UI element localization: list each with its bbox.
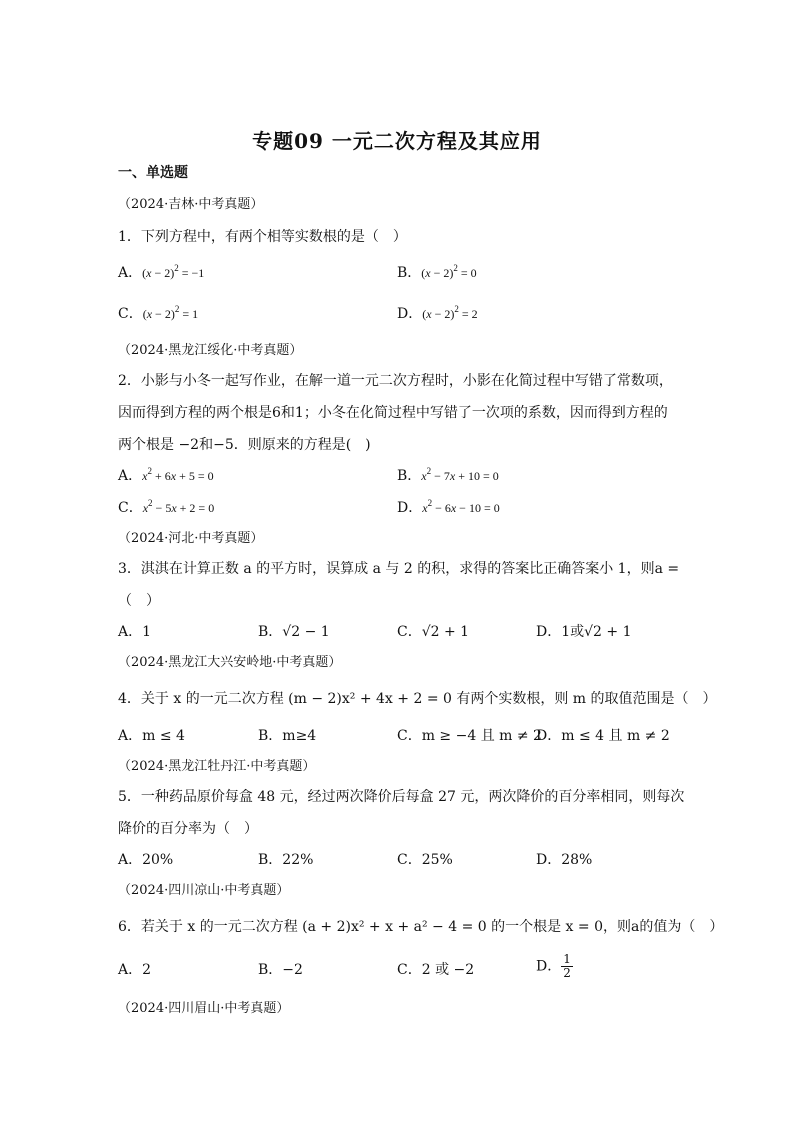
q2-option-b: B．$x^2 - 7x + 10 = 0$ [397, 466, 499, 484]
q5-line1: 5．一种药品原价每盒 48 元，经过两次降价后每盒 27 元，两次降价的百分率相同，则每次 [118, 789, 685, 805]
q2-line2: 因而得到方程的两个根是6和1；小冬在化简过程中写错了一次项的系数，因而得到方程的 [118, 405, 668, 421]
q4-stem: 4．关于 x 的一元二次方程 (m − 2)x² + 4x + 2 = 0 有两个实数根，则 m 的取值范围是（ ） [118, 691, 717, 707]
q1-option-b: B．$(x - 2)^2 = 0$ [397, 263, 477, 281]
q5-option-d: D．28% [536, 852, 593, 868]
q6-option-b: B．−2 [258, 962, 303, 978]
q2-option-a: A．$x^2 + 6x + 5 = 0$ [118, 466, 214, 484]
q4-source: （2024·黑龙江大兴安岭地·中考真题） [118, 655, 342, 670]
q1-source: （2024·吉林·中考真题） [118, 197, 264, 212]
q3-source: （2024·河北·中考真题） [118, 531, 264, 546]
q4-option-c: C．m ≥ −4 且 m ≠ 2 [397, 728, 542, 744]
q1-stem: 1．下列方程中，有两个相等实数根的是（ ） [118, 229, 407, 245]
page-title: 专题09 一元二次方程及其应用 [252, 129, 542, 153]
q5-option-b: B．22% [258, 852, 314, 868]
q6-option-d-fraction: $\frac{1}{2}$ [563, 952, 571, 980]
q5-option-c: C．25% [397, 852, 453, 868]
q2-source: （2024·黑龙江绥化·中考真题） [118, 343, 303, 358]
section-heading: 一、单选题 [118, 165, 188, 181]
q6-stem: 6．若关于 x 的一元二次方程 (a + 2)x² + x + a² − 4 = 0 的一个根是 x = 0，则a的值为（ ） [118, 919, 724, 935]
q1-option-d: D．$(x - 2)^2 = 2$ [397, 304, 478, 322]
q3-line2: （ ） [118, 593, 160, 609]
q7-source: （2024·四川眉山·中考真题） [118, 1001, 290, 1016]
q2-option-c: C．$x^2 - 5x + 2 = 0$ [118, 498, 215, 516]
q6-option-c: C．2 或 −2 [397, 962, 475, 978]
q5-line2: 降价的百分率为（ ） [118, 821, 258, 837]
q2-line1: 2．小影与小冬一起写作业，在解一道一元二次方程时，小影在化简过程中写错了常数项， [118, 373, 673, 389]
q3-option-b: B．√2 − 1 [258, 624, 330, 640]
q1-option-c: C．$(x - 2)^2 = 1$ [118, 304, 199, 322]
q1-option-a: A．$(x - 2)^2 = -1$ [118, 263, 205, 281]
q3-option-d: D．1或√2 + 1 [536, 624, 632, 640]
q2-line3: 两个根是 −2和−5．则原来的方程是( ) [118, 437, 371, 453]
q2-option-d: D．$x^2 - 6x - 10 = 0$ [397, 498, 500, 516]
q6-source: （2024·四川凉山·中考真题） [118, 883, 290, 898]
q4-option-a: A．m ≤ 4 [118, 728, 185, 744]
q3-option-a: A．1 [118, 624, 152, 640]
q3-option-c: C．√2 + 1 [397, 624, 470, 640]
q4-option-d: D．m ≤ 4 且 m ≠ 2 [536, 728, 670, 744]
q6-option-d [536, 953, 573, 980]
q6-option-a: A．2 [118, 962, 152, 978]
q5-source: （2024·黑龙江牡丹江·中考真题） [118, 759, 316, 774]
q6-option-d-label: D． [536, 958, 562, 975]
q4-option-b: B．m≥4 [258, 728, 317, 744]
q3-line1: 3．淇淇在计算正数 a 的平方时，误算成 a 与 2 的积，求得的答案比正确答案小 1，则a = [118, 561, 680, 577]
q5-option-a: A．20% [118, 852, 174, 868]
